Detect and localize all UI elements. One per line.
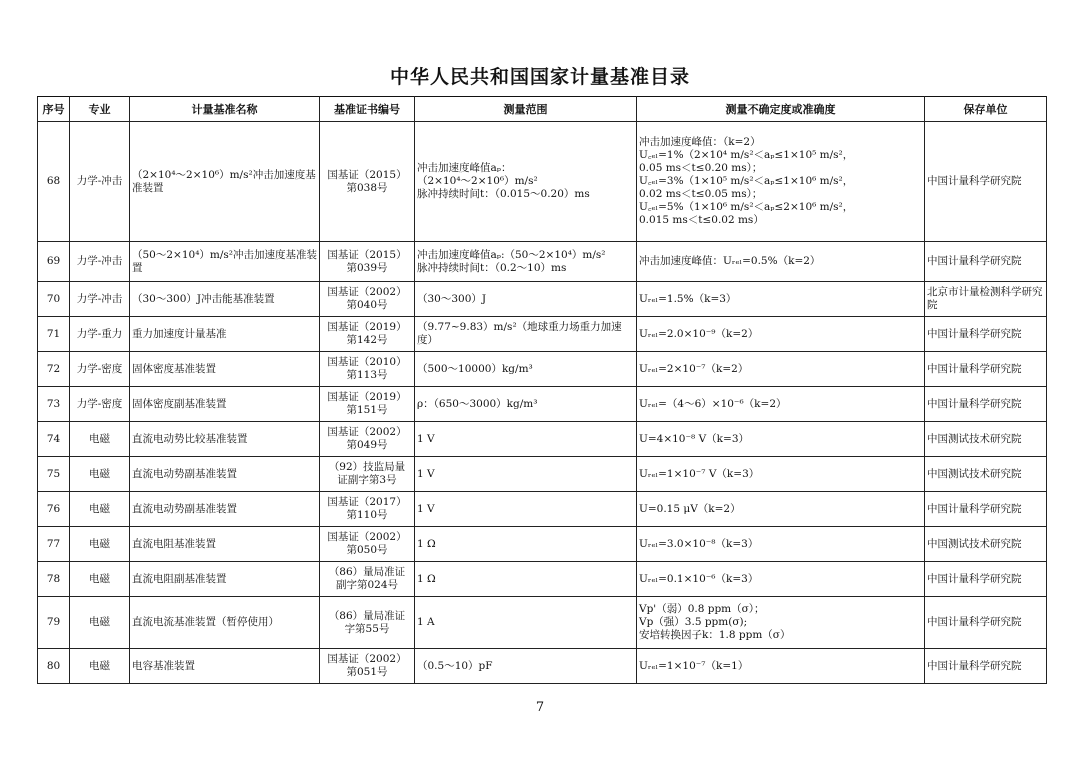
certificate-cell-line: 第110号 [346, 509, 388, 521]
certificate-cell [320, 242, 415, 282]
header-standard-name: 计量基准名称 [130, 97, 320, 122]
uncertainty-cell-line: 冲击加速度峰值：Uᵣₑₗ=0.5%（k=2） [639, 255, 821, 267]
certificate-cell-line: 第142号 [346, 334, 388, 346]
certificate-cell-line: 副字第024号 [335, 579, 399, 591]
header-certificate-no: 基准证书编号 [320, 97, 415, 122]
uncertainty-cell [637, 242, 925, 282]
table-row [38, 457, 1047, 492]
custodian-cell: 中国测试技术研究院 [925, 527, 1047, 562]
uncertainty-cell-line: U=4×10⁻⁸ V（k=3） [639, 432, 749, 445]
certificate-cell [320, 562, 415, 597]
page-number: 7 [535, 700, 545, 715]
certificate-cell-line: （92）技监局量 [328, 461, 406, 473]
range-cell-line: 冲击加速度峰值aₚ： [417, 162, 512, 174]
certificate-cell [320, 527, 415, 562]
certificate-cell-line: 第050号 [346, 544, 388, 556]
range-cell [415, 457, 637, 492]
standard-name-cell: （30～300）J冲击能基准装置 [130, 282, 320, 317]
range-cell-line: 1 V [417, 432, 435, 445]
uncertainty-cell [637, 282, 925, 317]
certificate-cell-line: 国基证（2015） [327, 168, 407, 181]
table-header-row [38, 97, 1047, 122]
uncertainty-cell-line: 0.05 ms＜t≤0.20 ms）； [639, 162, 763, 174]
certificate-cell-line: 国基证（2019） [327, 321, 407, 333]
range-cell [415, 282, 637, 317]
table-row [38, 242, 1047, 282]
field-cell: 力学-密度 [70, 352, 130, 387]
custodian-cell: 中国计量科学研究院 [925, 387, 1047, 422]
row-no-cell: 74 [38, 422, 70, 457]
custodian-cell: 中国计量科学研究院 [925, 649, 1047, 684]
range-cell-line: 1 V [417, 502, 435, 515]
standards-catalog-table [37, 96, 1047, 684]
header-uncertainty: 测量不确定度或准确度 [637, 97, 925, 122]
uncertainty-cell-line: 冲击加速度峰值：（k=2） [639, 136, 761, 148]
certificate-cell-line: 国基证（2002） [327, 426, 407, 438]
range-cell [415, 242, 637, 282]
uncertainty-cell-line: Uᵣₑₗ=1×10⁻⁷（k=1） [639, 659, 749, 672]
table-row [38, 527, 1047, 562]
header-no: 序号 [38, 97, 70, 122]
standard-name-cell: 固体密度基准装置 [130, 352, 320, 387]
uncertainty-cell [637, 352, 925, 387]
range-cell-line: （500～10000）kg/m³ [417, 362, 533, 375]
certificate-cell-line: 字第55号 [344, 622, 390, 635]
range-cell [415, 562, 637, 597]
certificate-cell-line: 证副字第3号 [337, 474, 397, 486]
certificate-cell [320, 317, 415, 352]
range-cell-line: （2×10⁴～2×10⁶）m/s² [417, 175, 538, 187]
range-cell-line: 1 V [417, 467, 435, 480]
header-measurement-range: 测量范围 [415, 97, 637, 122]
table-row [38, 597, 1047, 649]
range-cell-line: （0.5～10）pF [417, 659, 493, 672]
table-row [38, 352, 1047, 387]
range-cell [415, 649, 637, 684]
row-no-cell: 75 [38, 457, 70, 492]
uncertainty-cell-line: Vp（强）3.5 ppm(σ); [639, 616, 748, 628]
certificate-cell-line: 第051号 [346, 666, 388, 678]
custodian-cell: 中国计量科学研究院 [925, 317, 1047, 352]
range-cell-line: （30～300）J [417, 292, 487, 305]
standard-name-cell: 直流电阻基准装置 [130, 527, 320, 562]
field-cell: 电磁 [70, 492, 130, 527]
certificate-cell-line: 国基证（2010） [327, 356, 407, 368]
uncertainty-cell [637, 527, 925, 562]
standard-name-cell: 直流电动势比较基准装置 [130, 422, 320, 457]
field-cell: 力学-密度 [70, 387, 130, 422]
uncertainty-cell [637, 422, 925, 457]
certificate-cell [320, 649, 415, 684]
range-cell [415, 387, 637, 422]
field-cell: 力学-冲击 [70, 242, 130, 282]
uncertainty-cell [637, 122, 925, 242]
field-cell: 电磁 [70, 562, 130, 597]
standard-name-cell: 直流电动势副基准装置 [130, 492, 320, 527]
uncertainty-cell-line: 安培转换因子k：1.8 ppm（σ） [639, 629, 791, 641]
certificate-cell [320, 457, 415, 492]
range-cell [415, 527, 637, 562]
standard-name-cell: 重力加速度计量基准 [130, 317, 320, 352]
standard-name-cell: 电容基准装置 [130, 649, 320, 684]
certificate-cell [320, 492, 415, 527]
certificate-cell-line: 国基证（2002） [327, 286, 407, 298]
certificate-cell-line: 第113号 [346, 369, 388, 381]
row-no-cell: 79 [38, 597, 70, 649]
custodian-cell: 中国计量科学研究院 [925, 562, 1047, 597]
range-cell [415, 492, 637, 527]
certificate-cell-line: 国基证（2002） [327, 653, 407, 665]
certificate-cell-line: （86）量局准证 [328, 566, 406, 578]
range-cell [415, 122, 637, 242]
certificate-cell-line: 国基证（2002） [327, 531, 407, 543]
certificate-cell-line: 第049号 [346, 439, 388, 451]
range-cell-line: ρ：（650～3000）kg/m³ [417, 397, 538, 410]
range-cell [415, 317, 637, 352]
row-no-cell: 69 [38, 242, 70, 282]
uncertainty-cell-line: 0.015 ms＜t≤0.02 ms） [639, 214, 764, 226]
table-row [38, 422, 1047, 457]
uncertainty-cell-line: U꜀ₑₗ=5%（1×10⁶ m/s²＜aₚ≤2×10⁶ m/s²， [639, 201, 854, 213]
uncertainty-cell-line: Uᵣₑₗ=0.1×10⁻⁶（k=3） [639, 572, 759, 585]
certificate-cell-line: 国基证（2015） [327, 248, 407, 261]
row-no-cell: 77 [38, 527, 70, 562]
uncertainty-cell [637, 457, 925, 492]
certificate-cell-line: 国基证（2017） [327, 496, 407, 508]
certificate-cell-line: 第039号 [346, 261, 388, 274]
range-cell [415, 422, 637, 457]
range-cell [415, 597, 637, 649]
uncertainty-cell [637, 317, 925, 352]
field-cell: 力学-冲击 [70, 122, 130, 242]
uncertainty-cell-line: U=0.15 μV（k=2） [639, 502, 741, 515]
certificate-cell-line: 国基证（2019） [327, 391, 407, 403]
uncertainty-cell [637, 649, 925, 684]
custodian-cell: 中国计量科学研究院 [925, 352, 1047, 387]
row-no-cell: 78 [38, 562, 70, 597]
custodian-cell: 北京市计量检测科学研究院 [925, 282, 1047, 317]
field-cell: 电磁 [70, 597, 130, 649]
uncertainty-cell-line: U꜀ₑₗ=3%（1×10⁵ m/s²＜aₚ≤1×10⁶ m/s²， [639, 175, 854, 187]
standard-name-cell: （2×10⁴～2×10⁶）m/s²冲击加速度基准装置 [130, 122, 320, 242]
certificate-cell [320, 387, 415, 422]
uncertainty-cell-line: Uᵣₑₗ=2×10⁻⁷（k=2） [639, 362, 749, 375]
range-cell-line: 脉冲持续时间t：（0.015～0.20）ms [417, 188, 590, 200]
custodian-cell: 中国计量科学研究院 [925, 122, 1047, 242]
certificate-cell-line: 第040号 [346, 299, 388, 311]
field-cell: 电磁 [70, 457, 130, 492]
table-row [38, 317, 1047, 352]
certificate-cell [320, 422, 415, 457]
standard-name-cell: 直流电动势副基准装置 [130, 457, 320, 492]
table-row [38, 649, 1047, 684]
uncertainty-cell-line: U꜀ₑₗ=1%（2×10⁴ m/s²＜aₚ≤1×10⁵ m/s²， [639, 149, 854, 161]
certificate-cell [320, 352, 415, 387]
range-cell-line: 1 A [417, 616, 435, 628]
custodian-cell: 中国测试技术研究院 [925, 422, 1047, 457]
field-cell: 电磁 [70, 649, 130, 684]
table-row [38, 282, 1047, 317]
table-row [38, 387, 1047, 422]
uncertainty-cell-line: Uᵣₑₗ=（4～6）×10⁻⁶（k=2） [639, 397, 787, 410]
row-no-cell: 68 [38, 122, 70, 242]
uncertainty-cell-line: Uᵣₑₗ=2.0×10⁻⁹（k=2） [639, 327, 759, 340]
certificate-cell-line: 第151号 [346, 404, 388, 416]
field-cell: 电磁 [70, 422, 130, 457]
table-row [38, 122, 1047, 242]
custodian-cell: 中国计量科学研究院 [925, 492, 1047, 527]
certificate-cell-line: 第038号 [346, 181, 388, 194]
uncertainty-cell-line: Uᵣₑₗ=1.5%（k=3） [639, 292, 737, 305]
row-no-cell: 70 [38, 282, 70, 317]
row-no-cell: 73 [38, 387, 70, 422]
row-no-cell: 72 [38, 352, 70, 387]
uncertainty-cell [637, 597, 925, 649]
uncertainty-cell [637, 492, 925, 527]
standard-name-cell: 固体密度副基准装置 [130, 387, 320, 422]
uncertainty-cell [637, 562, 925, 597]
range-cell-line: （9.77~9.83）m/s²（地球重力场重力加速度） [417, 321, 622, 346]
row-no-cell: 80 [38, 649, 70, 684]
field-cell: 电磁 [70, 527, 130, 562]
custodian-cell: 中国计量科学研究院 [925, 242, 1047, 282]
range-cell-line: 冲击加速度峰值aₚ:（50～2×10⁴）m/s² [417, 248, 606, 261]
document-title: 中华人民共和国国家计量基准目录 [389, 66, 690, 88]
certificate-cell-line: （86）量局准证 [328, 609, 406, 622]
table-row [38, 492, 1047, 527]
custodian-cell: 中国计量科学研究院 [925, 597, 1047, 649]
uncertainty-cell [637, 387, 925, 422]
range-cell [415, 352, 637, 387]
header-field: 专业 [70, 97, 130, 122]
uncertainty-cell-line: Uᵣₑₗ=1×10⁻⁷ V（k=3） [639, 467, 760, 480]
standard-name-cell: 直流电阻副基准装置 [130, 562, 320, 597]
certificate-cell [320, 122, 415, 242]
range-cell-line: 1 Ω [417, 537, 436, 550]
custodian-cell: 中国测试技术研究院 [925, 457, 1047, 492]
table-row [38, 562, 1047, 597]
range-cell-line: 脉冲持续时间t：（0.2～10）ms [417, 261, 567, 274]
standard-name-cell: （50～2×10⁴）m/s²冲击加速度基准装置 [130, 242, 320, 282]
range-cell-line: 1 Ω [417, 572, 436, 585]
standard-name-cell: 直流电流基准装置（暂停使用） [130, 597, 320, 649]
field-cell: 力学-重力 [70, 317, 130, 352]
certificate-cell [320, 282, 415, 317]
uncertainty-cell-line: Vp'（弱）0.8 ppm（σ）； [639, 603, 765, 615]
field-cell: 力学-冲击 [70, 282, 130, 317]
uncertainty-cell-line: Uᵣₑₗ=3.0×10⁻⁸（k=3） [639, 537, 759, 550]
certificate-cell [320, 597, 415, 649]
uncertainty-cell-line: 0.02 ms＜t≤0.05 ms）； [639, 188, 763, 200]
header-custodian: 保存单位 [925, 97, 1047, 122]
row-no-cell: 71 [38, 317, 70, 352]
row-no-cell: 76 [38, 492, 70, 527]
